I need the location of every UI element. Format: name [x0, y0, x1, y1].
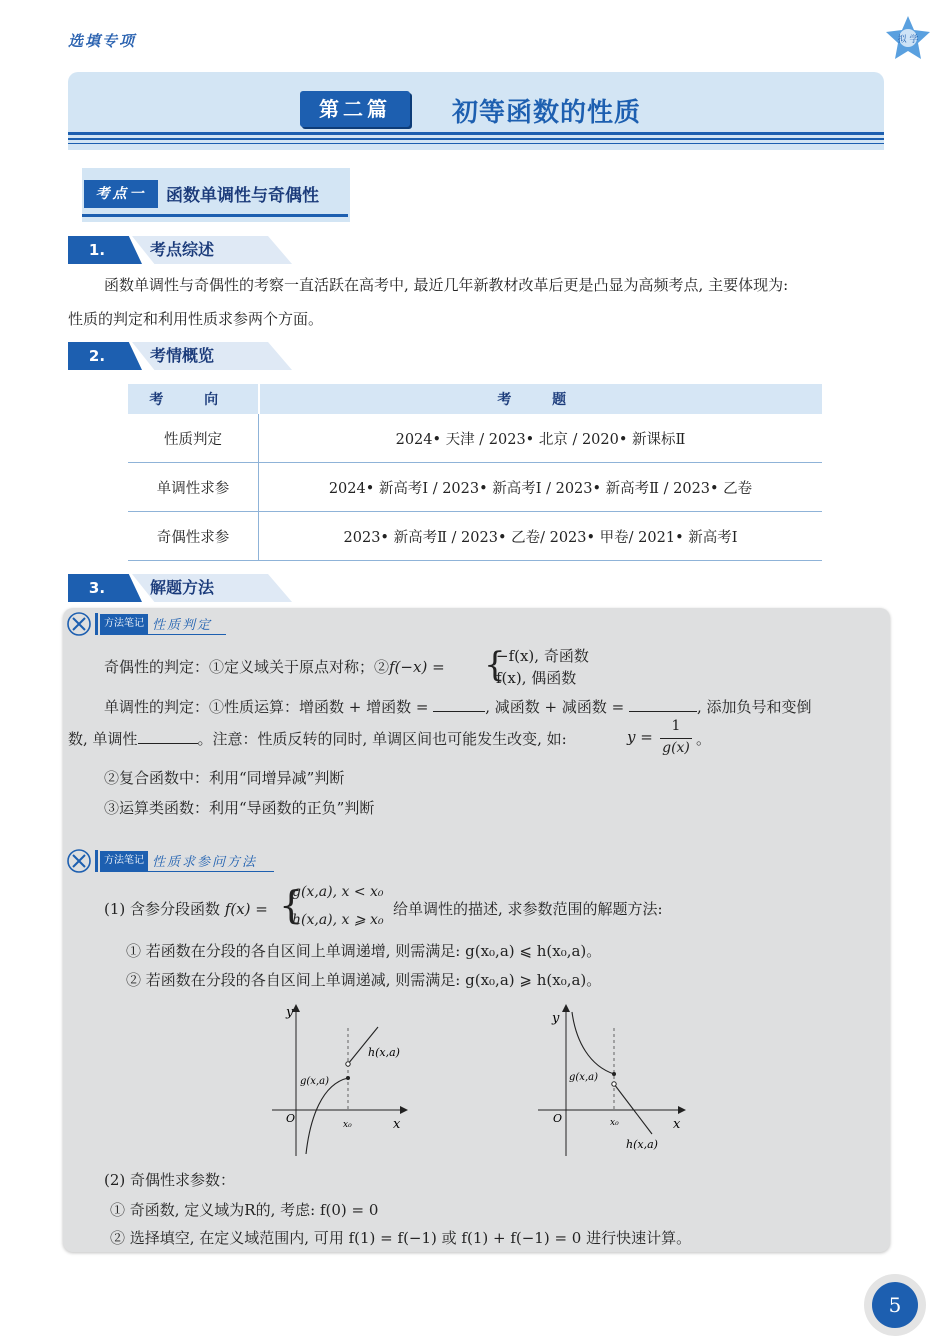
graph-increasing	[266, 998, 416, 1158]
header-label: 选填专项	[68, 32, 137, 50]
table-cell: 性质判定	[128, 414, 259, 463]
table-cell: 2024• 新高考Ⅰ / 2023• 新高考Ⅰ / 2023• 新高考Ⅱ / 2023• 乙卷	[259, 463, 823, 512]
graph-decreasing	[534, 998, 694, 1158]
parity-case-even: f(x), 偶函数	[496, 669, 577, 687]
logo-text: 拟 学	[897, 35, 919, 45]
brace: {	[279, 883, 304, 927]
banner-stripes	[68, 128, 884, 150]
brace: {	[484, 645, 506, 685]
g-label: g(x,a)	[300, 1076, 329, 1087]
parity-case-odd: −f(x), 奇函数	[496, 647, 589, 665]
compound-rule: ②复合函数中：利用“同增异减”判断	[104, 769, 345, 787]
corner-logo	[884, 14, 932, 62]
y-label: y	[286, 1005, 294, 1020]
g-curve	[306, 1078, 348, 1154]
h-label: h(x,a)	[368, 1046, 400, 1059]
overview-line-2: 性质的判定和利用性质求参两个方面。	[68, 310, 324, 328]
decreasing-condition: ② 若函数在分段的各自区间上单调递减, 则需满足: g(x₀,a) ⩾ h(x₀,a)。	[126, 971, 602, 989]
g-label: g(x,a)	[569, 1072, 598, 1083]
table-row	[128, 414, 822, 463]
kaodian-underline	[82, 214, 348, 217]
parity-param-title: (2) 奇偶性求参数：	[104, 1171, 236, 1189]
piecewise-question: 给单调性的描述, 求参数范围的解题方法:	[393, 900, 663, 918]
origin-label: O	[553, 1112, 563, 1125]
x0-label: x₀	[610, 1118, 619, 1128]
mono-example-num: 1	[671, 718, 681, 734]
parity-rule: 奇偶性的判定：①定义域关于原点对称；②f(−x) =	[104, 658, 445, 676]
section-title: 考点综述	[150, 240, 215, 259]
table-row	[128, 463, 822, 512]
piecewise-case-h: h(x,a), x ⩾ x₀	[292, 912, 384, 928]
g-curve	[572, 1012, 614, 1074]
section-header-2	[68, 342, 298, 370]
table-cell: 单调性求参	[128, 463, 259, 512]
method-tag: 方法笔记	[100, 614, 148, 634]
section-number: 1.	[68, 236, 126, 264]
mono-rule-line2: 数, 单调性 。注意：性质反转的同时, 单调区间也可能发生改变, 如:	[68, 730, 567, 748]
derivative-rule: ③运算类函数：利用“导函数的正负”判断	[104, 799, 375, 817]
fraction-bar	[660, 738, 692, 739]
part-tag: 第二篇	[300, 91, 410, 127]
h-label: h(x,a)	[626, 1138, 658, 1151]
overview-line-1: 函数单调性与奇偶性的考察一直活跃在高考中, 最近几年新教材改革后更是凸显为高频考点, 主要体现为:	[104, 276, 789, 294]
piecewise-case-g: g(x,a), x < x₀	[292, 884, 384, 900]
page-number: 5	[872, 1282, 918, 1328]
mono-example-end: 。	[696, 730, 712, 748]
exam-table	[128, 384, 822, 561]
table-header-cell: 考 向	[128, 384, 259, 414]
page-title: 初等函数的性质	[452, 98, 642, 128]
x0-label: x₀	[343, 1120, 352, 1130]
section-title: 考情概览	[150, 346, 215, 365]
table-header-cell: 考 题	[259, 384, 823, 414]
method-underline	[100, 634, 226, 635]
mono-example-y: y =	[627, 728, 653, 746]
method-title: 性质判定	[152, 618, 213, 633]
table-header-row	[128, 384, 822, 414]
kaodian-title: 函数单调性与奇偶性	[166, 186, 319, 206]
piecewise-intro: (1) 含参分段函数 f(x) =	[104, 900, 268, 918]
section-number: 3.	[68, 574, 126, 602]
kaodian-tag: 考点一	[84, 180, 158, 208]
table-cell: 2024• 天津 / 2023• 北京 / 2020• 新课标Ⅱ	[259, 414, 823, 463]
increasing-condition: ① 若函数在分段的各自区间上单调递增, 则需满足: g(x₀,a) ⩽ h(x₀,a)。	[126, 942, 602, 960]
origin-label: O	[286, 1112, 296, 1125]
x-label: x	[673, 1117, 681, 1132]
method-title: 性质求参问方法	[152, 855, 258, 870]
h-line	[614, 1084, 652, 1134]
odd-function-rule: ① 奇函数, 定义域为R的, 考虑: f(0) = 0	[110, 1201, 379, 1219]
x-label: x	[393, 1117, 401, 1132]
section-header-3	[68, 574, 298, 602]
quick-calc-rule: ② 选择填空, 在定义域范围内, 可用 f(1) = f(−1) 或 f(1) + f(−1) = 0 进行快速计算。	[110, 1229, 692, 1247]
table-cell: 2023• 新高考Ⅱ / 2023• 乙卷/ 2023• 甲卷/ 2021• 新高考Ⅰ	[259, 512, 823, 561]
mono-example-den: g(x)	[662, 740, 690, 756]
mono-rule-line1: 单调性的判定：①性质运算：增函数 + 增函数 = , 减函数 + 减函数 = , 添加负号和变倒	[104, 698, 812, 716]
method-underline	[100, 871, 274, 872]
section-number: 2.	[68, 342, 126, 370]
table-cell: 奇偶性求参	[128, 512, 259, 561]
section-title: 解题方法	[150, 578, 215, 597]
section-header-1	[68, 236, 298, 264]
method-tag: 方法笔记	[100, 851, 148, 871]
y-label: y	[552, 1011, 560, 1026]
pencil-ruler-icon	[67, 612, 91, 636]
table-row	[128, 512, 822, 561]
pencil-ruler-icon	[67, 849, 91, 873]
